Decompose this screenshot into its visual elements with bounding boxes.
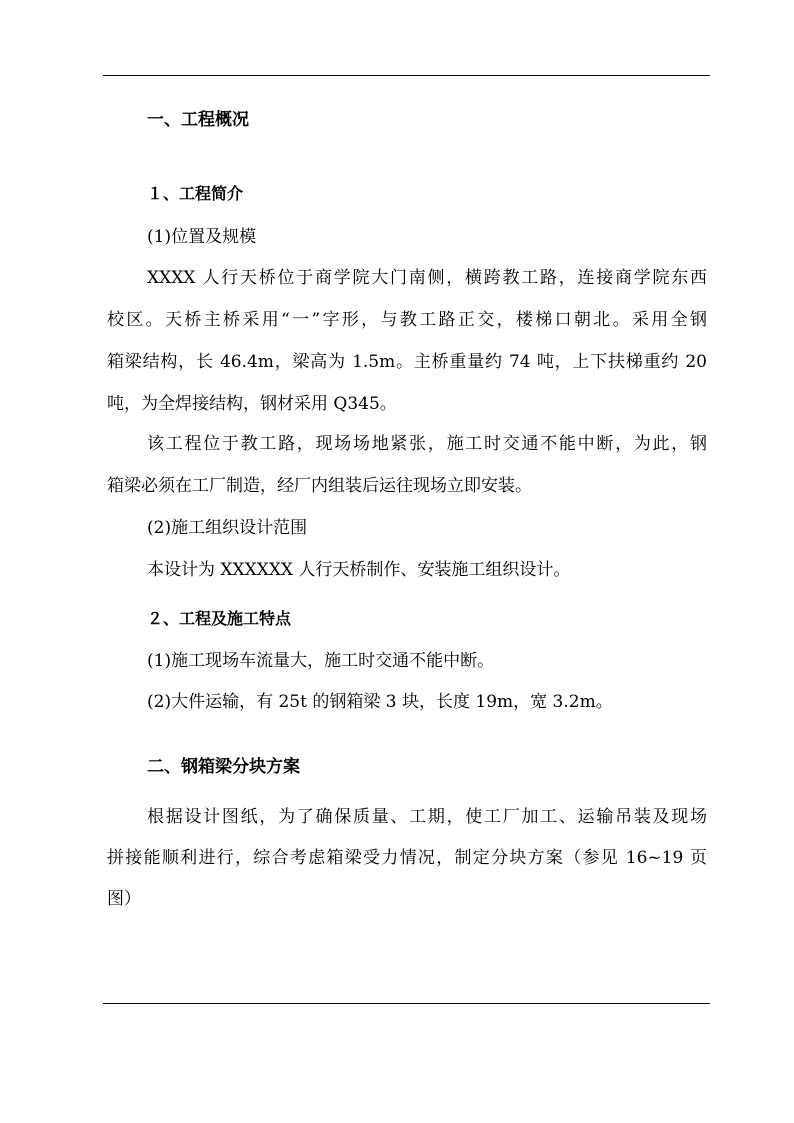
paragraph-line: 拼接能顺利进行，综合考虑箱梁受力情况，制定分块方案（参见 16~19 页 [107, 848, 707, 868]
paragraph-line: 箱梁结构，长 46.4m，梁高为 1.5m。主桥重量约 74 吨，上下扶梯重约 20 [107, 352, 707, 372]
heading-project-intro: １、工程简介 [147, 184, 244, 203]
paragraph-line: 校区。天桥主桥采用“一”字形，与教工路正交，楼梯口朝北。采用全钢 [107, 310, 707, 330]
paragraph-line: 图） [107, 889, 141, 909]
header-rule [103, 75, 710, 76]
footer-rule [103, 1003, 710, 1004]
feature-item: (1)施工现场车流量大，施工时交通不能中断。 [147, 651, 495, 671]
paragraph-line: 吨，为全焊接结构，钢材采用 Q345。 [107, 394, 397, 414]
heading-box-girder-blocks: 二、钢箱梁分块方案 [147, 757, 300, 777]
paragraph-line: 该工程位于教工路，现场场地紧张，施工时交通不能中断，为此，钢 [147, 434, 707, 454]
subheading-design-scope: (2)施工组织设计范围 [147, 518, 308, 538]
paragraph-line: 根据设计图纸，为了确保质量、工期，使工厂加工、运输吊装及现场 [147, 807, 707, 827]
paragraph-line: 箱梁必须在工厂制造，经厂内组装后运往现场立即安装。 [107, 476, 532, 496]
heading-project-features: ２、工程及施工特点 [147, 609, 292, 628]
paragraph-line: 本设计为 XXXXXX 人行天桥制作、安装施工组织设计。 [147, 560, 571, 580]
feature-item: (2)大件运输，有 25t 的钢箱梁 3 块，长度 19m，宽 3.2m。 [147, 692, 613, 712]
subheading-location-scale: (1)位置及规模 [147, 227, 257, 247]
heading-project-overview: 一、工程概况 [147, 110, 249, 130]
paragraph-line: XXXX 人行天桥位于商学院大门南侧，横跨教工路，连接商学院东西 [147, 268, 707, 288]
